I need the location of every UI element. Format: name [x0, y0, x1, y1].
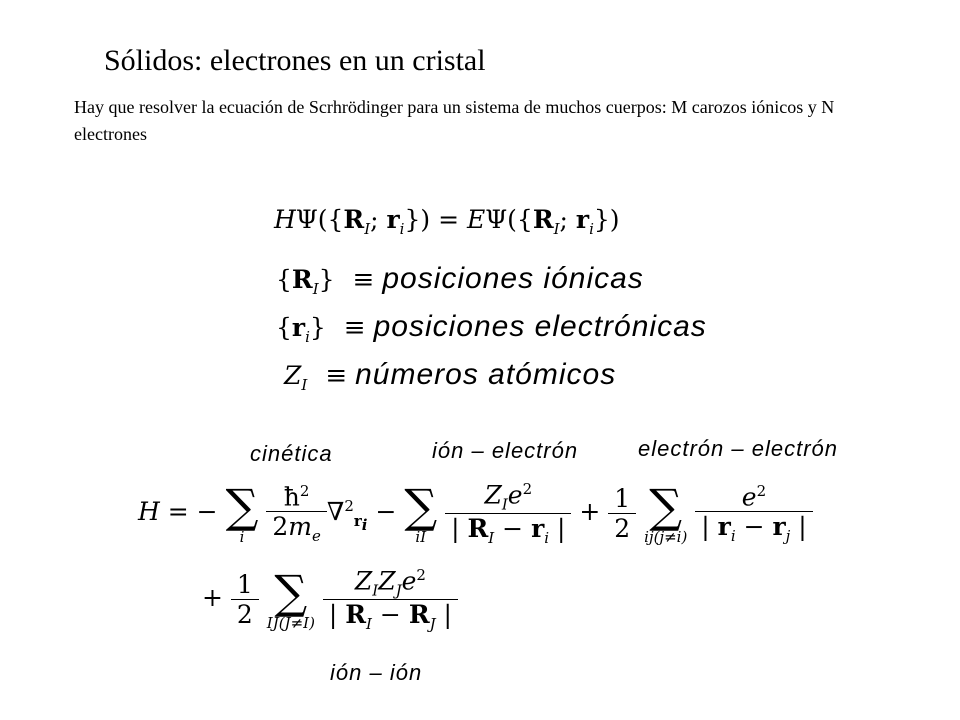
label-kinetic: cinética [250, 441, 333, 466]
atomic-numbers-label: números atómicos [355, 358, 617, 391]
atomic-numbers-symbol: $Z_I$ [284, 361, 308, 394]
intro-text: Hay que resolver la ecuación de Scrhrödinger para un sistema de muchos cuerpos: M carozos iónicos y N electrones [74, 97, 835, 144]
ion-positions-symbol: $\{R_I\}$ [276, 265, 335, 298]
label-electron-electron: electrón – electrón [638, 436, 838, 461]
label-ion-ion: ión – ión [330, 660, 423, 685]
definition-atomic-numbers: $Z_I$ ≡ números atómicos [284, 358, 617, 394]
electron-positions-symbol: $\{r_i\}$ [276, 313, 326, 346]
hamiltonian-line-1: H = − ∑ i $\frac{ħ^2}{2m_e}$ ∇$^2_{r_i}$ − ∑ iI $\frac{Z_Ie^2}{| R_I - r_i |}$ + $\frac{1}{2}$ ∑ ij(j≠i) $\frac{e^2}{| r_i - r_j |}$ [138, 480, 813, 547]
ion-positions-label: posiciones iónicas [382, 262, 644, 295]
definition-ion-positions: $\{R_I\}$ ≡ posiciones iónicas [276, 262, 644, 298]
slide-title: Sólidos: electrones en un cristal [104, 44, 486, 77]
schrodinger-equation: $H\Psi(\{R_I$; $r_i\}) = E\Psi(\{R_I$; $r_i$}) [274, 205, 620, 238]
electron-positions-label: posiciones electrónicas [373, 310, 707, 343]
definition-electron-positions: $\{r_i\}$ ≡ posiciones electrónicas [276, 310, 707, 346]
hamiltonian-line-2: + $\frac{1}{2}$ ∑ IJ(J≠I) $\frac{Z_IZ_Je^2}{| R_I - R_J |}$ [202, 566, 458, 633]
label-ion-electron: ión – electrón [432, 438, 579, 463]
